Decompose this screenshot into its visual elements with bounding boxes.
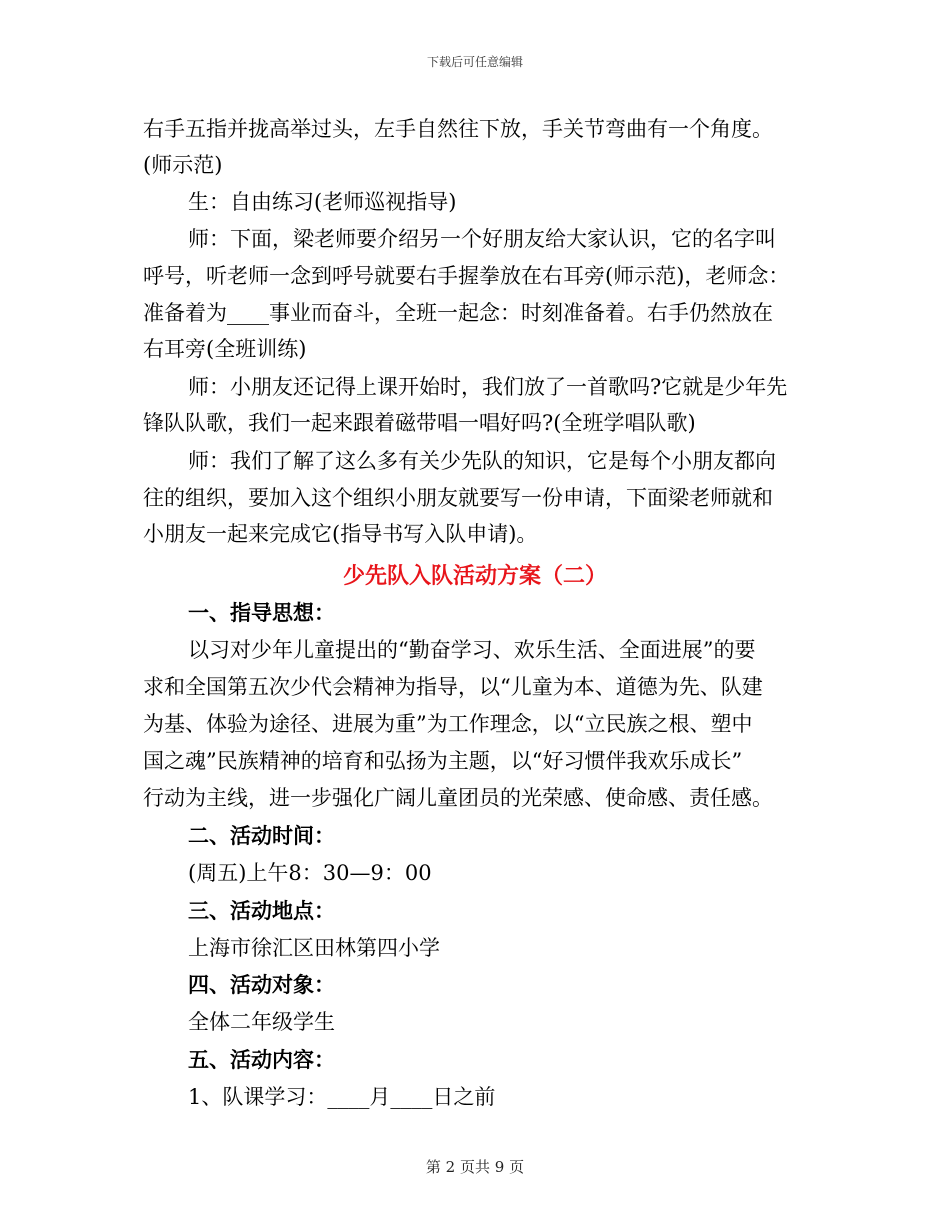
activity-target: 全体二年级学生 <box>188 1010 335 1034</box>
heading-activity-time: 二、活动时间： <box>188 823 335 848</box>
text-line: 小朋友一起来完成它(指导书写入队申请)。 <box>143 522 538 546</box>
text-line: (师示范) <box>143 153 223 177</box>
activity-location: 上海市徐汇区田林第四小学 <box>188 936 440 960</box>
text-line: 准备着为____事业而奋斗，全班一起念：时刻准备着。右手仍然放在 <box>143 301 773 325</box>
text-line: 师：我们了解了这么多有关少先队的知识，它是每个小朋友都向 <box>188 449 776 473</box>
text-line: 国之魂”民族精神的培育和弘扬为主题，以“好习惯伴我欢乐成长” <box>143 749 743 773</box>
text-line: 以习对少年儿童提出的“勤奋学习、欢乐生活、全面进展”的要 <box>188 638 756 662</box>
text-line: 师：小朋友还记得上课开始时，我们放了一首歌吗?它就是少年先 <box>188 375 788 399</box>
text-line: 锋队队歌，我们一起来跟着磁带唱一唱好吗?(全班学唱队歌) <box>143 411 696 435</box>
heading-activity-target: 四、活动对象： <box>188 972 335 997</box>
heading-guiding-thought: 一、指导思想： <box>188 600 335 625</box>
text-line: 行动为主线，进一步强化广阔儿童团员的光荣感、使命感、责任感。 <box>143 786 773 810</box>
text-line: 右手五指并拢高举过头，左手自然往下放，手关节弯曲有一个角度。 <box>143 117 773 141</box>
text-line: 往的组织，要加入这个组织小朋友就要写一份申请，下面梁老师就和 <box>143 486 773 510</box>
page-header: 下载后可任意编辑 <box>426 55 523 69</box>
text-line: 求和全国第五次少代会精神为指导，以“儿童为本、道德为先、队建 <box>143 675 763 699</box>
heading-activity-content: 五、活动内容： <box>188 1047 335 1072</box>
text-line: 呼号，听老师一念到呼号就要右手握拳放在右耳旁(师示范)，老师念： <box>143 264 790 288</box>
section-title: 少先队入队活动方案（二） <box>342 564 607 589</box>
page-footer: 第 2 页共 9 页 <box>425 1158 525 1176</box>
text-line: 为基、体验为途径、进展为重”为工作理念，以“立民族之根、塑中 <box>143 712 753 736</box>
text-line: 师：下面，梁老师要介绍另一个好朋友给大家认识，它的名字叫 <box>188 227 776 251</box>
text-line: 右耳旁(全班训练) <box>143 337 307 361</box>
content-item: 1、队课学习：____月____日之前 <box>188 1085 496 1109</box>
text-line: 生：自由练习(老师巡视指导) <box>188 190 457 214</box>
heading-activity-location: 三、活动地点： <box>188 898 335 923</box>
activity-time: (周五)上午8：30—9：00 <box>188 861 432 885</box>
